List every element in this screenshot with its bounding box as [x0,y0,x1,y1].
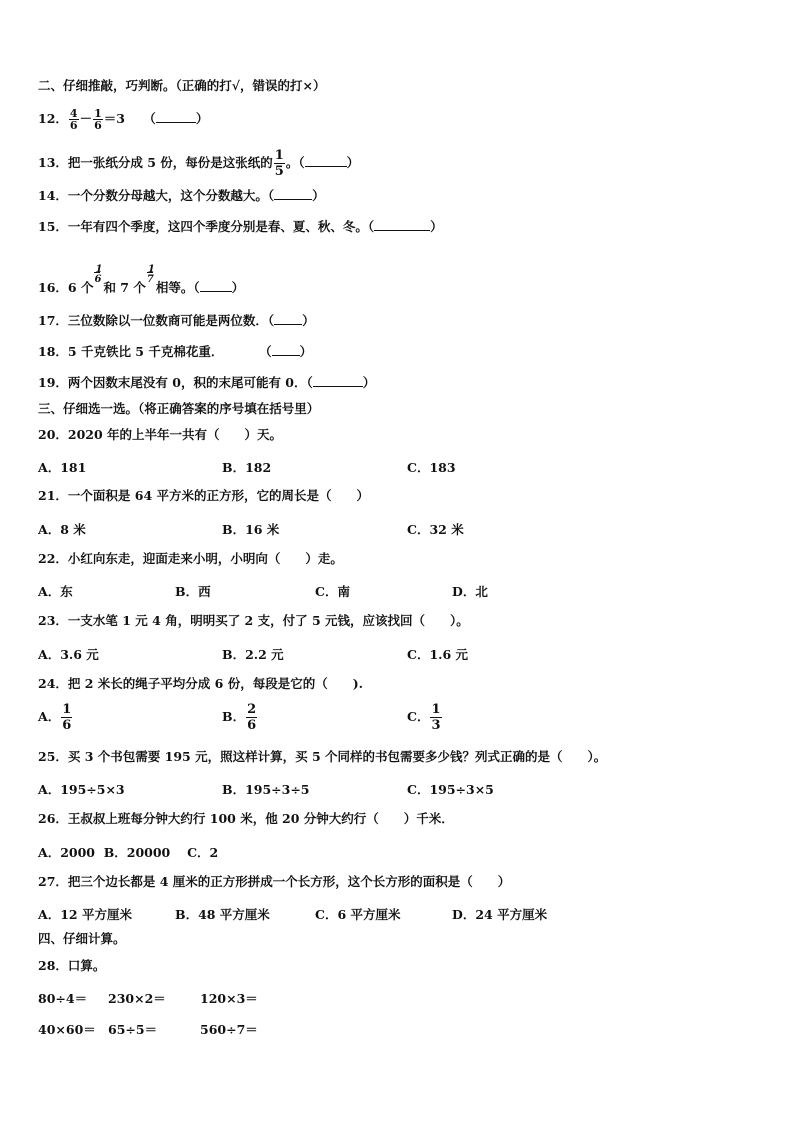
question-25: 25．买 3 个书包需要 195 元，照这样计算，买 5 个同样的书包需要多少钱？列式正确的是（ ）。 [38,749,607,764]
answer-blank-19[interactable] [313,374,363,387]
question-21: 21．一个面积是 64 平方米的正方形，它的周长是（ ） [38,488,369,503]
q21-option-c[interactable]: C．32 米 [407,522,464,537]
q12-fraction-1: $\frac{4}{6}$ [69,107,78,132]
q25-option-b[interactable]: B．195÷3÷5 [222,782,310,797]
question-12: 12． $\frac{4}{6}$ － $\frac{1}{6}$ ＝3 （ ） [38,107,209,132]
calc-item: 230×2＝ [108,991,166,1006]
q12-number: 12． [38,111,68,126]
question-16: 16．6 个 1 6 和 7 个 1 7 相等。（ ） [38,264,245,295]
q16-fraction-1: 1 6 [94,264,103,285]
q25-option-a[interactable]: A．195÷5×3 [38,782,125,797]
calc-item: 80÷4＝ [38,991,88,1006]
q22-option-b[interactable]: B．西 [175,584,211,599]
q27-option-d[interactable]: D．24 平方厘米 [452,907,548,922]
calc-item: 65÷5＝ [108,1022,158,1037]
question-28: 28．口算。 [38,958,106,973]
question-13: 13．把一张纸分成 5 份，每份是这张纸的 $\frac{1}{5}$ 。（ ） [38,148,360,179]
answer-blank-17[interactable] [274,312,302,325]
question-18: 18．5 千克铁比 5 千克棉花重． （ ） [38,344,313,359]
q25-option-c[interactable]: C．195÷3×5 [407,782,494,797]
question-15: 15．一年有四个季度，这四个季度分别是春、夏、秋、冬。（ ） [38,219,443,234]
answer-blank-15[interactable] [374,218,430,231]
question-20: 20．2020 年的上半年一共有（ ）天。 [38,427,283,442]
q23-option-a[interactable]: A．3.6 元 [38,647,99,662]
question-19: 19．两个因数末尾没有 0，积的末尾可能有 0．（ ） [38,375,376,390]
q21-option-a[interactable]: A．8 米 [38,522,86,537]
q27-option-a[interactable]: A．12 平方厘米 [38,907,132,922]
answer-blank-12[interactable] [156,110,196,123]
answer-blank-16[interactable] [200,279,232,292]
section-2-title: 二、仔细推敲，巧判断。（正确的打√，错误的打×） [38,78,326,93]
question-17: 17．三位数除以一位数商可能是两位数．（ ） [38,313,315,328]
answer-blank-18[interactable] [272,343,300,356]
question-22: 22．小红向东走，迎面走来小明，小明向（ ）走。 [38,551,343,566]
q26-options[interactable]: A．2000 B．20000 C．2 [38,845,219,860]
question-14: 14．一个分数分母越大，这个分数越大。（ ） [38,188,325,203]
q23-option-c[interactable]: C．1.6 元 [407,647,469,662]
calc-item: 560÷7＝ [200,1022,258,1037]
q13-fraction: $\frac{1}{5}$ [274,148,284,179]
q22-option-d[interactable]: D．北 [452,584,488,599]
question-24: 24．把 2 米长的绳子平均分成 6 份，每段是它的（ ). [38,676,363,691]
q24-option-a[interactable]: A． $\frac{1}{6}$ [38,702,72,733]
q27-option-c[interactable]: C．6 平方厘米 [315,907,401,922]
q24-option-c[interactable]: C． $\frac{1}{3}$ [407,702,441,733]
calc-item: 120×3＝ [200,991,258,1006]
q20-option-a[interactable]: A．181 [38,460,87,475]
q12-fraction-2: $\frac{1}{6}$ [94,107,102,132]
section-3-title: 三、仔细选一选。（将正确答案的序号填在括号里） [38,401,320,416]
calc-item: 40×60＝ [38,1022,96,1037]
q22-option-c[interactable]: C．南 [315,584,350,599]
q16-fraction-2: 1 7 [146,264,155,285]
answer-blank-13[interactable] [305,154,347,167]
q20-option-b[interactable]: B．182 [222,460,272,475]
q20-option-c[interactable]: C．183 [407,460,456,475]
q22-option-a[interactable]: A．东 [38,584,73,599]
answer-blank-14[interactable] [274,187,312,200]
section-4-title: 四、仔细计算。 [38,931,126,946]
q23-option-b[interactable]: B．2.2 元 [222,647,284,662]
question-26: 26．王叔叔上班每分钟大约行 100 米，他 20 分钟大约行（ ）千米． [38,811,454,826]
q21-option-b[interactable]: B．16 米 [222,522,280,537]
q27-option-b[interactable]: B．48 平方厘米 [175,907,270,922]
question-27: 27．把三个边长都是 4 厘米的正方形拼成一个长方形，这个长方形的面积是（ ） [38,874,511,889]
question-23: 23．一支水笔 1 元 4 角，明明买了 2 支，付了 5 元钱，应该找回（ ）。 [38,613,469,628]
q24-option-b[interactable]: B． $\frac{2}{6}$ [222,702,257,733]
